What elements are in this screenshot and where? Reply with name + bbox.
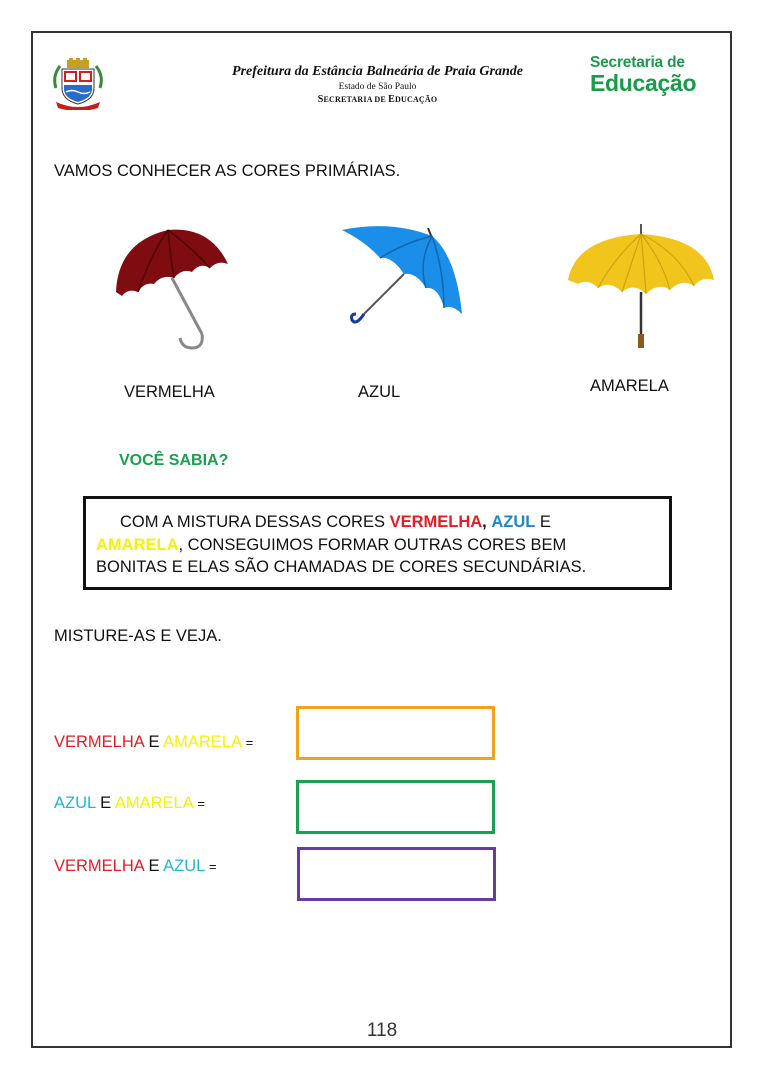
department-name: SECRETARIA DE EDUCAÇÃO [317,94,438,105]
answer-box-purple[interactable] [297,847,496,901]
answer-box-orange[interactable] [296,706,495,760]
page-number: 118 [366,1020,398,1041]
state-name: Estado de São Paulo [338,82,417,92]
info-line-2: AMARELA, CONSEGUIMOS FORMAR OUTRAS CORES BEM [96,535,567,554]
info-box [83,496,672,590]
instruction-text: MISTURE-AS E VEJA. [54,627,222,645]
intro-text: VAMOS CONHECER AS CORES PRIMÁRIAS. [54,162,401,180]
header [190,63,565,107]
info-line-1: COM A MISTURA DESSAS CORES VERMELHA, AZUL E [120,513,551,531]
umbrella-red-icon [108,222,232,352]
city-title: Prefeitura da Estância Balneária de Praia Grande [232,64,523,79]
label-red: VERMELHA [124,383,215,401]
logo-line1: Secretaria de [590,54,685,71]
equation-red-blue: VERMELHA E AZUL = [54,857,217,875]
answer-box-green[interactable] [296,780,495,834]
label-blue: AZUL [358,383,401,401]
umbrella-blue-icon [340,222,466,328]
equation-blue-yellow: AZUL E AMARELA = [54,794,205,812]
logo-line2: Educação [590,70,697,96]
info-line-3: BONITAS E ELAS SÃO CHAMADAS DE CORES SECUNDÁRIAS. [96,558,587,576]
did-you-know-heading: VOCÊ SABIA? [119,452,229,469]
city-crest-icon [50,58,106,110]
label-yellow: AMARELA [590,377,669,395]
education-logo [590,54,696,95]
equation-red-yellow: VERMELHA E AMARELA = [54,733,254,751]
umbrella-yellow-icon [566,222,716,350]
